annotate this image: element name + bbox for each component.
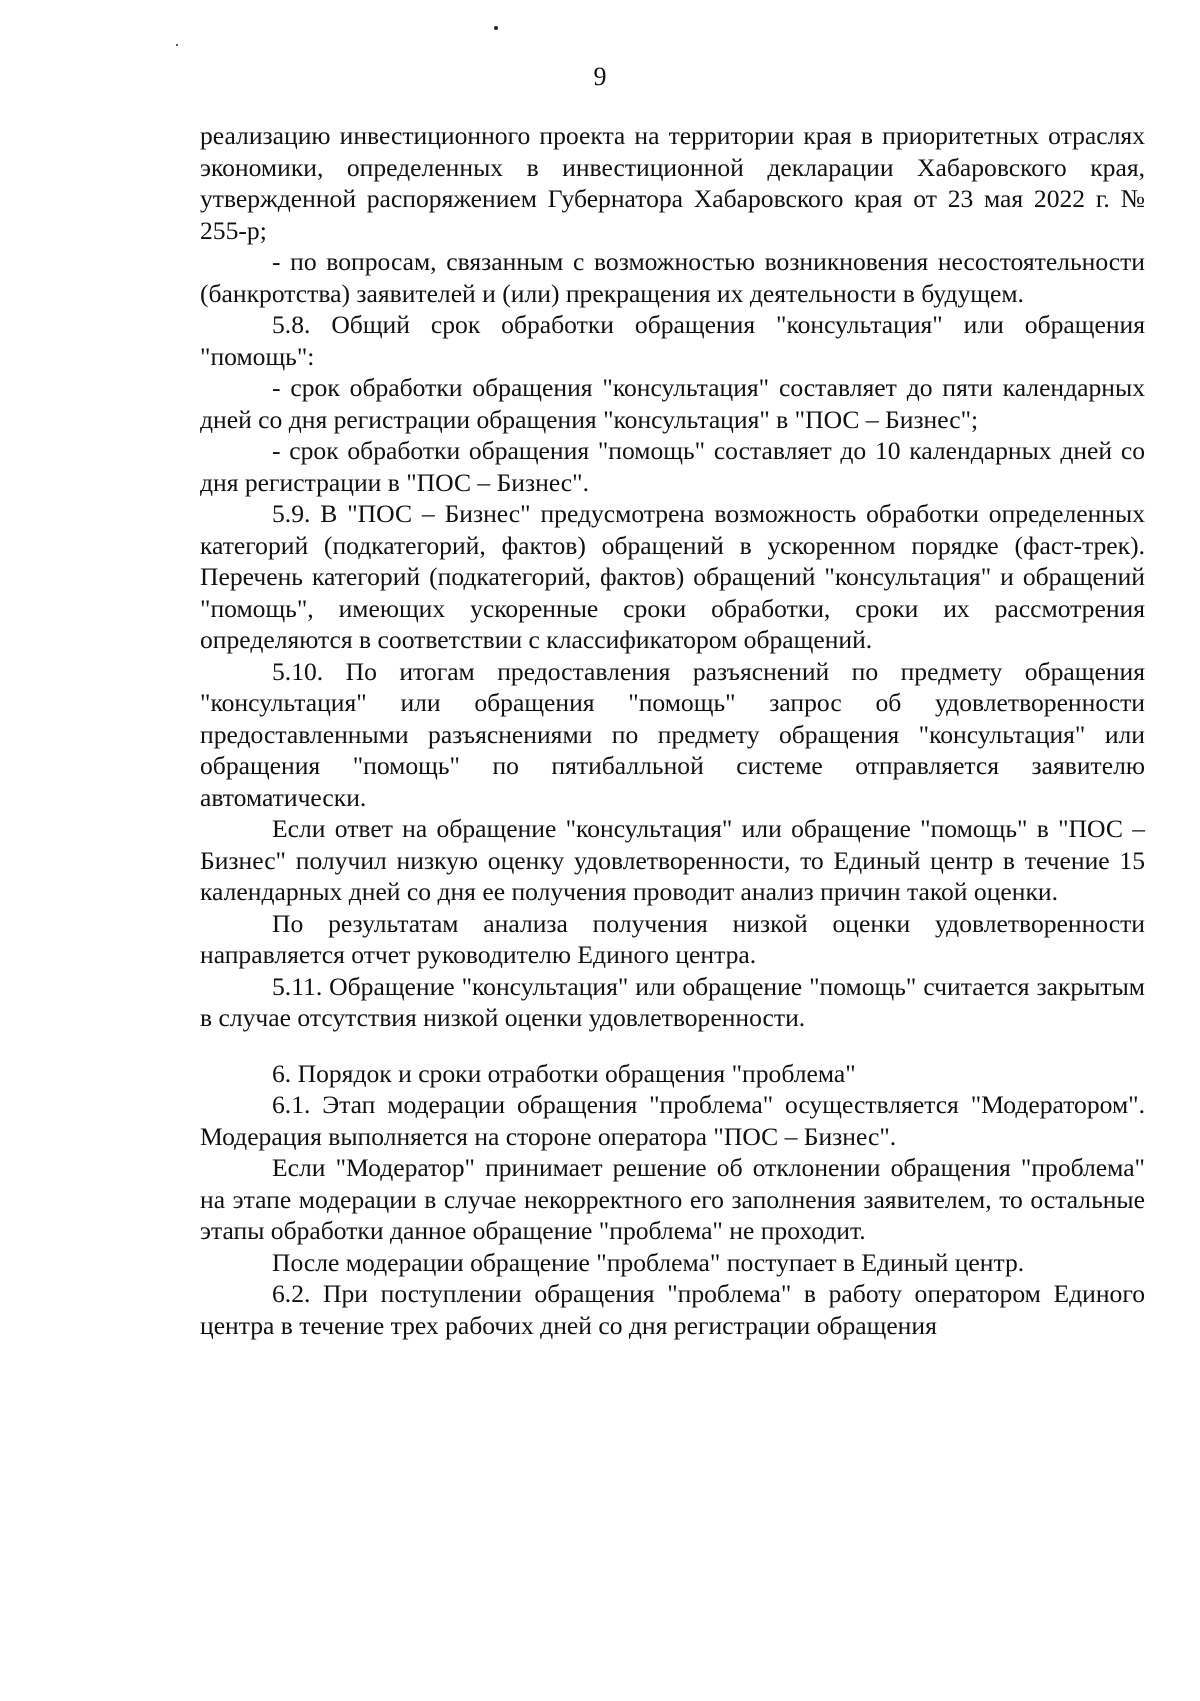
section-heading: 6. Порядок и сроки отработки обращения "проблема" (272, 1058, 856, 1088)
paragraph: - срок обработки обращения "консультация" составляет до пяти календарных дней со дня регистрации обращения "консультация" в "ПОС – Бизнес"; (200, 373, 1145, 434)
paragraph: Если "Модератор" принимает решение об отклонении обращения "проблема" на этапе модерации в случае некорректного его заполнения заявителем, то остальные этапы обработки данное обращение "проблема" не проходит. (200, 1153, 1145, 1245)
scan-speck (494, 26, 498, 30)
paragraph: Если ответ на обращение "консультация" или обращение "помощь" в "ПОС – Бизнес" получил низкую оценку удовлетворенности, то Единый центр в течение 15 календарных дней со дня ее получения проводит анализ причин такой оценки. (200, 814, 1145, 906)
scan-speck (176, 44, 178, 46)
paragraph: 6.1. Этап модерации обращения "проблема" осуществляется "Модератором". Модерация выполняется на стороне оператора "ПОС – Бизнес". (200, 1090, 1145, 1151)
paragraph: 5.10. По итогам предоставления разъяснений по предмету обращения "консультация" или обращения "помощь" запрос об удовлетворенности предоставленными разъяснениями по предмету обращения "консультация" или обращения "помощь" по пятибалльной системе отправляется заявителю автоматически. (200, 656, 1145, 812)
paragraph: 5.11. Обращение "консультация" или обращение "помощь" считается закрытым в случае отсутствия низкой оценки удовлетворенности. (200, 971, 1145, 1032)
paragraph: - срок обработки обращения "помощь" составляет до 10 календарных дней со дня регистрации в "ПОС – Бизнес". (200, 436, 1145, 497)
paragraph: 6.2. При поступлении обращения "проблема" в работу оператором Единого центра в течение трех рабочих дней со дня регистрации обращения (200, 1279, 1145, 1340)
paragraph: - по вопросам, связанным с возможностью возникновения несостоятельности (банкротства) заявителей и (или) прекращения их деятельности в будущем. (200, 247, 1145, 308)
paragraph: реализацию инвестиционного проекта на территории края в приоритетных отраслях экономики, определенных в инвестиционной декларации Хабаровского края, утвержденной распоряжением Губернатора Хабаровского края от 23 мая 2022 г. № 255-р; (200, 121, 1145, 245)
paragraph: 5.9. В "ПОС – Бизнес" предусмотрена возможность обработки определенных категорий (подкатегорий, фактов) обращений в ускоренном порядке (фаст-трек). Перечень категорий (подкатегорий, фактов) обращений "консультация" и обращений "помощь", имеющих ускоренные сроки обработки, сроки их рассмотрения определяются в соответствии с классификатором обращений. (200, 499, 1145, 654)
document-body (200, 120, 1145, 1341)
paragraph: После модерации обращение "проблема" поступает в Единый центр. (272, 1247, 1025, 1277)
paragraph: По результатам анализа получения низкой оценки удовлетворенности направляется отчет руководителю Единого центра. (200, 908, 1145, 969)
paragraph: 5.8. Общий срок обработки обращения "консультация" или обращения "помощь": (200, 310, 1145, 371)
page-number: 9 (593, 62, 607, 91)
